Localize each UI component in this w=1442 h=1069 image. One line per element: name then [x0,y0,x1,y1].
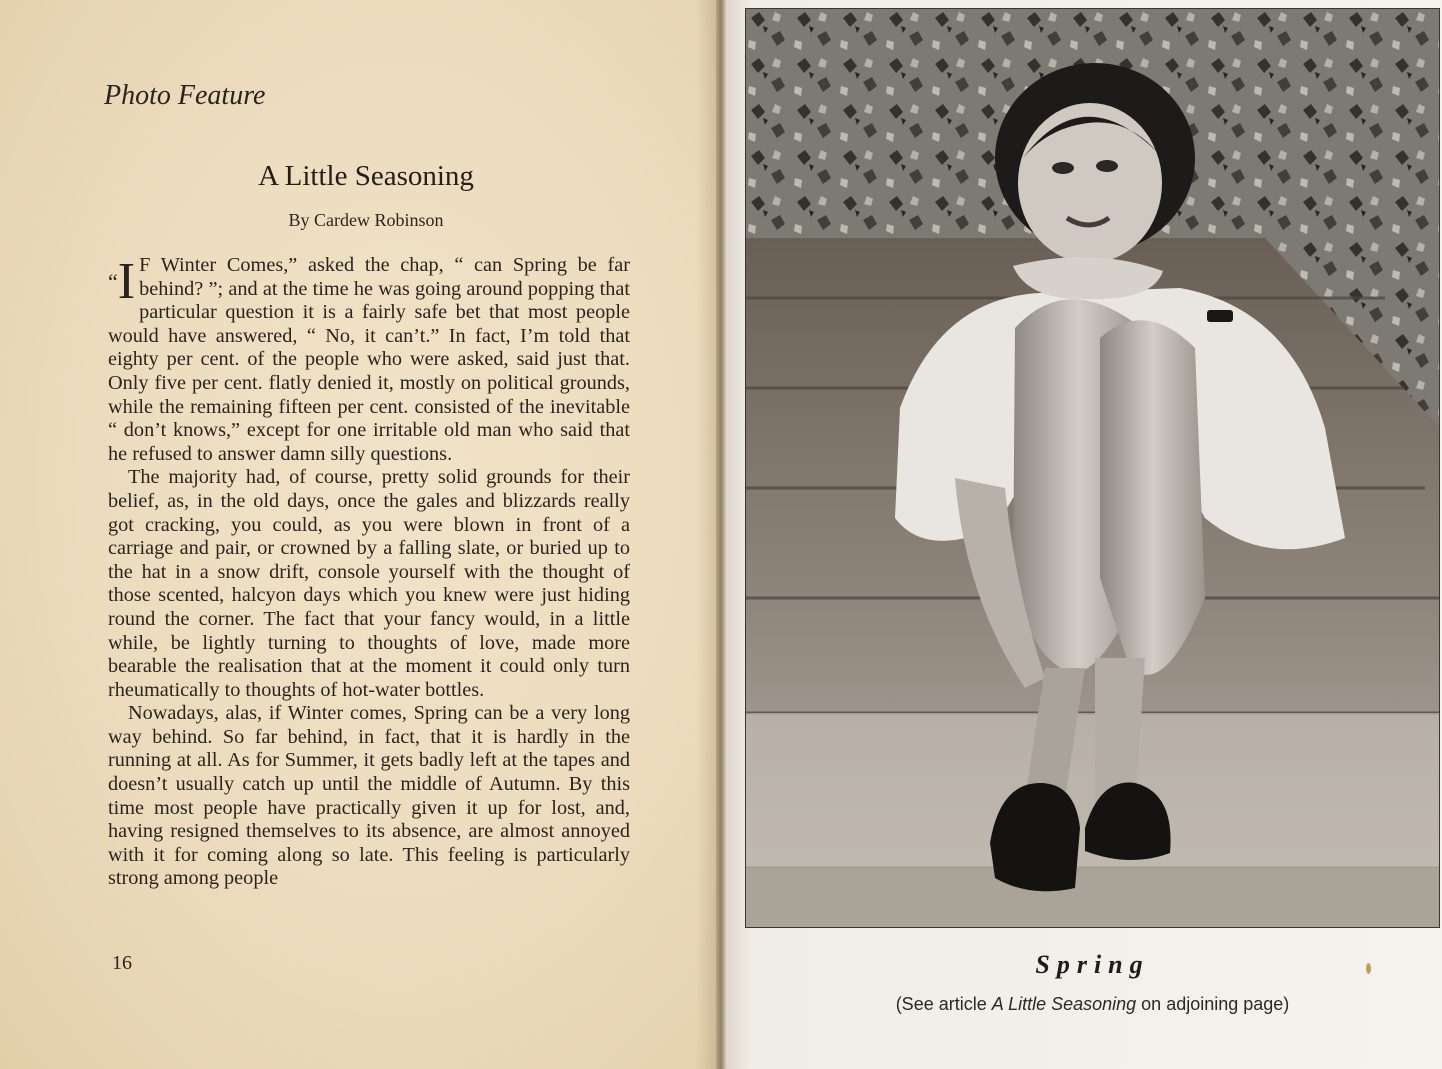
binding-gutter [716,0,726,1069]
article-paragraph: The majority had, of course, pretty solid grounds for their belief, as, in the old days, once the gales and blizzards really got cracking, you could, as you were blown in front of a carriage and pair, or crowned by a falling slate, or buried up to the hat in a snow drift, console yourself with the thought of those scented, halcyon days which you knew were just hiding round the corner. The fact that your fancy would, in a little while, be lightly turning to thoughts of love, made more bearable the realisation that at the moment it could only turn rheumatically to thoughts of hot-water bottles. [108,466,630,701]
paper-stain [1366,963,1371,974]
caption-prefix: (See article [895,994,992,1014]
article-byline: By Cardew Robinson [288,210,444,230]
paragraph-text: F Winter Comes,” asked the chap, “ can Spring be far behind? ”; and at the time he was going around popping that particular question it is a fairly safe bet that most people would have answered, “ No, it can’t.” In fact, I’m told that eighty per cent. of the people who were asked, said just that. Only five per cent. flatly denied it, mostly on political grounds, while the remaining fifteen per cent. consisted of the inevitable “ don’t knows,” except for one irritable old man who said that he refused to answer damn silly questions. [108,254,630,465]
article-paragraph: Nowadays, alas, if Winter comes, Spring can be a very long way behind. So far behind, in fact, that it is hardly in the running at all. As for Summer, it gets badly left at the tapes and doesn’t usually catch up until the middle of Autumn. By this time most people have practically given it up for lost, and, having resigned themselves to its absence, are almost annoyed with it for coming along so late. This feeling is particularly strong among people [108,702,630,890]
page-number: 16 [112,952,132,974]
section-label: Photo Feature [104,80,266,111]
article-paragraph [108,254,630,466]
caption-title: Spring [1035,950,1150,979]
caption-article-title: A Little Seasoning [991,994,1137,1014]
photo-illustration [745,8,1440,928]
article-body [108,254,630,891]
article-headline: A Little Seasoning [258,160,474,192]
caption-suffix: on adjoining page) [1136,994,1290,1014]
caption-note [745,994,1440,1015]
drop-cap-letter: I [117,253,136,310]
drop-cap [108,253,136,310]
photograph-woman-on-stairs [745,8,1440,928]
drop-cap-quote: “ [108,269,118,294]
